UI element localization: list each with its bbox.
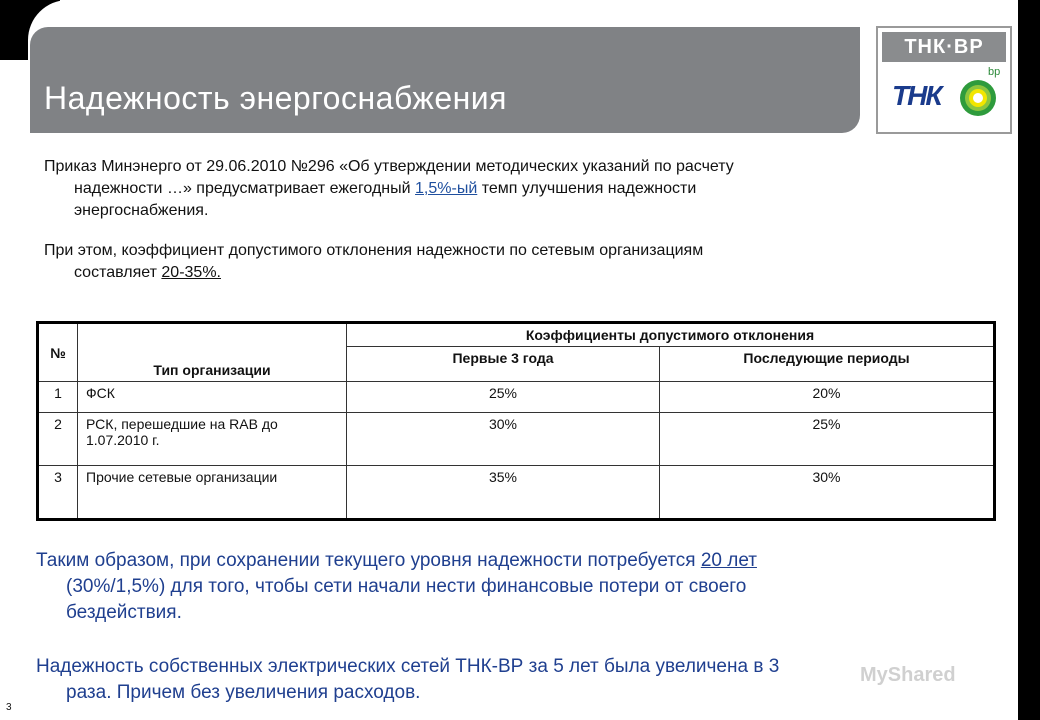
tnk-logo: ТНК (892, 80, 941, 111)
header-num: № (38, 323, 78, 382)
table-row (38, 382, 995, 413)
header-group: Коэффициенты допустимого отклонения (347, 323, 995, 347)
header-first-years: Первые 3 года (347, 347, 660, 382)
years-value: 20 лет (700, 550, 757, 571)
header-type: Тип организации (78, 323, 347, 382)
order-line-2 (44, 178, 996, 200)
right-border (1018, 0, 1040, 720)
watermark: MyShared (860, 664, 956, 686)
order-line-1: Приказ Минэнерго от 29.06.2010 №296 «Об утверждении методических указаний по расчету (44, 158, 734, 175)
conclusion-line-2: (30%/1,5%) для того, чтобы сети начали нести финансовые потери от своего (66, 576, 747, 597)
coefficient-line-2 (44, 262, 996, 284)
row-type: Прочие сетевые организации (78, 466, 347, 520)
row-num: 3 (38, 466, 78, 520)
coefficient-range: 20-35%. (161, 264, 221, 281)
coefficient-paragraph (44, 240, 996, 284)
row-next: 20% (660, 382, 995, 413)
conclusion-line-3: бездействия. (66, 602, 182, 623)
row-first: 25% (347, 382, 660, 413)
reliability-paragraph (36, 654, 996, 706)
row-next: 30% (660, 466, 995, 520)
table-row (38, 413, 995, 466)
row-next: 25% (660, 413, 995, 466)
reliability-line-1: Надежность собственных электрических сетей ТНК-ВР за 5 лет была увеличена в 3 (36, 656, 780, 677)
coefficient-line-1: При этом, коэффициент допустимого отклонения надежности по сетевым организациям (44, 242, 704, 259)
row-type: ФСК (78, 382, 347, 413)
row-num: 2 (38, 413, 78, 466)
row-first: 30% (347, 413, 660, 466)
conclusion-paragraph (36, 548, 966, 626)
conclusion-line-1-text: Таким образом, при сохранении текущего уровня надежности потребуется (36, 550, 701, 571)
order-paragraph (44, 156, 996, 222)
table-header-row (38, 323, 995, 347)
company-logo (876, 26, 1012, 134)
table-row (38, 466, 995, 520)
row-num: 1 (38, 382, 78, 413)
bp-helios-icon (958, 78, 998, 118)
reliability-line-2: раза. Причем без увеличения расходов. (66, 682, 421, 703)
bp-label: bp (988, 66, 1001, 78)
page-title: Надежность энергоснабжения (44, 80, 507, 116)
page-number: 3 (6, 702, 12, 713)
order-line-3: энергоснабжения. (74, 202, 209, 219)
header-next-periods: Последующие периоды (660, 347, 995, 382)
coefficients-table (36, 321, 996, 521)
conclusion-line-1 (36, 550, 757, 571)
row-first: 35% (347, 466, 660, 520)
order-line-2-end: темп улучшения надежности (477, 180, 697, 197)
improvement-rate: 1,5%-ый (415, 180, 478, 197)
row-type: РСК, перешедшие на RAB до 1.07.2010 г. (78, 413, 347, 466)
coefficient-line-2-text: составляет (74, 264, 162, 281)
logo-wordmark: ТНК·ВР (882, 32, 1006, 62)
order-line-2-text: надежности …» предусматривает ежегодный (74, 180, 416, 197)
